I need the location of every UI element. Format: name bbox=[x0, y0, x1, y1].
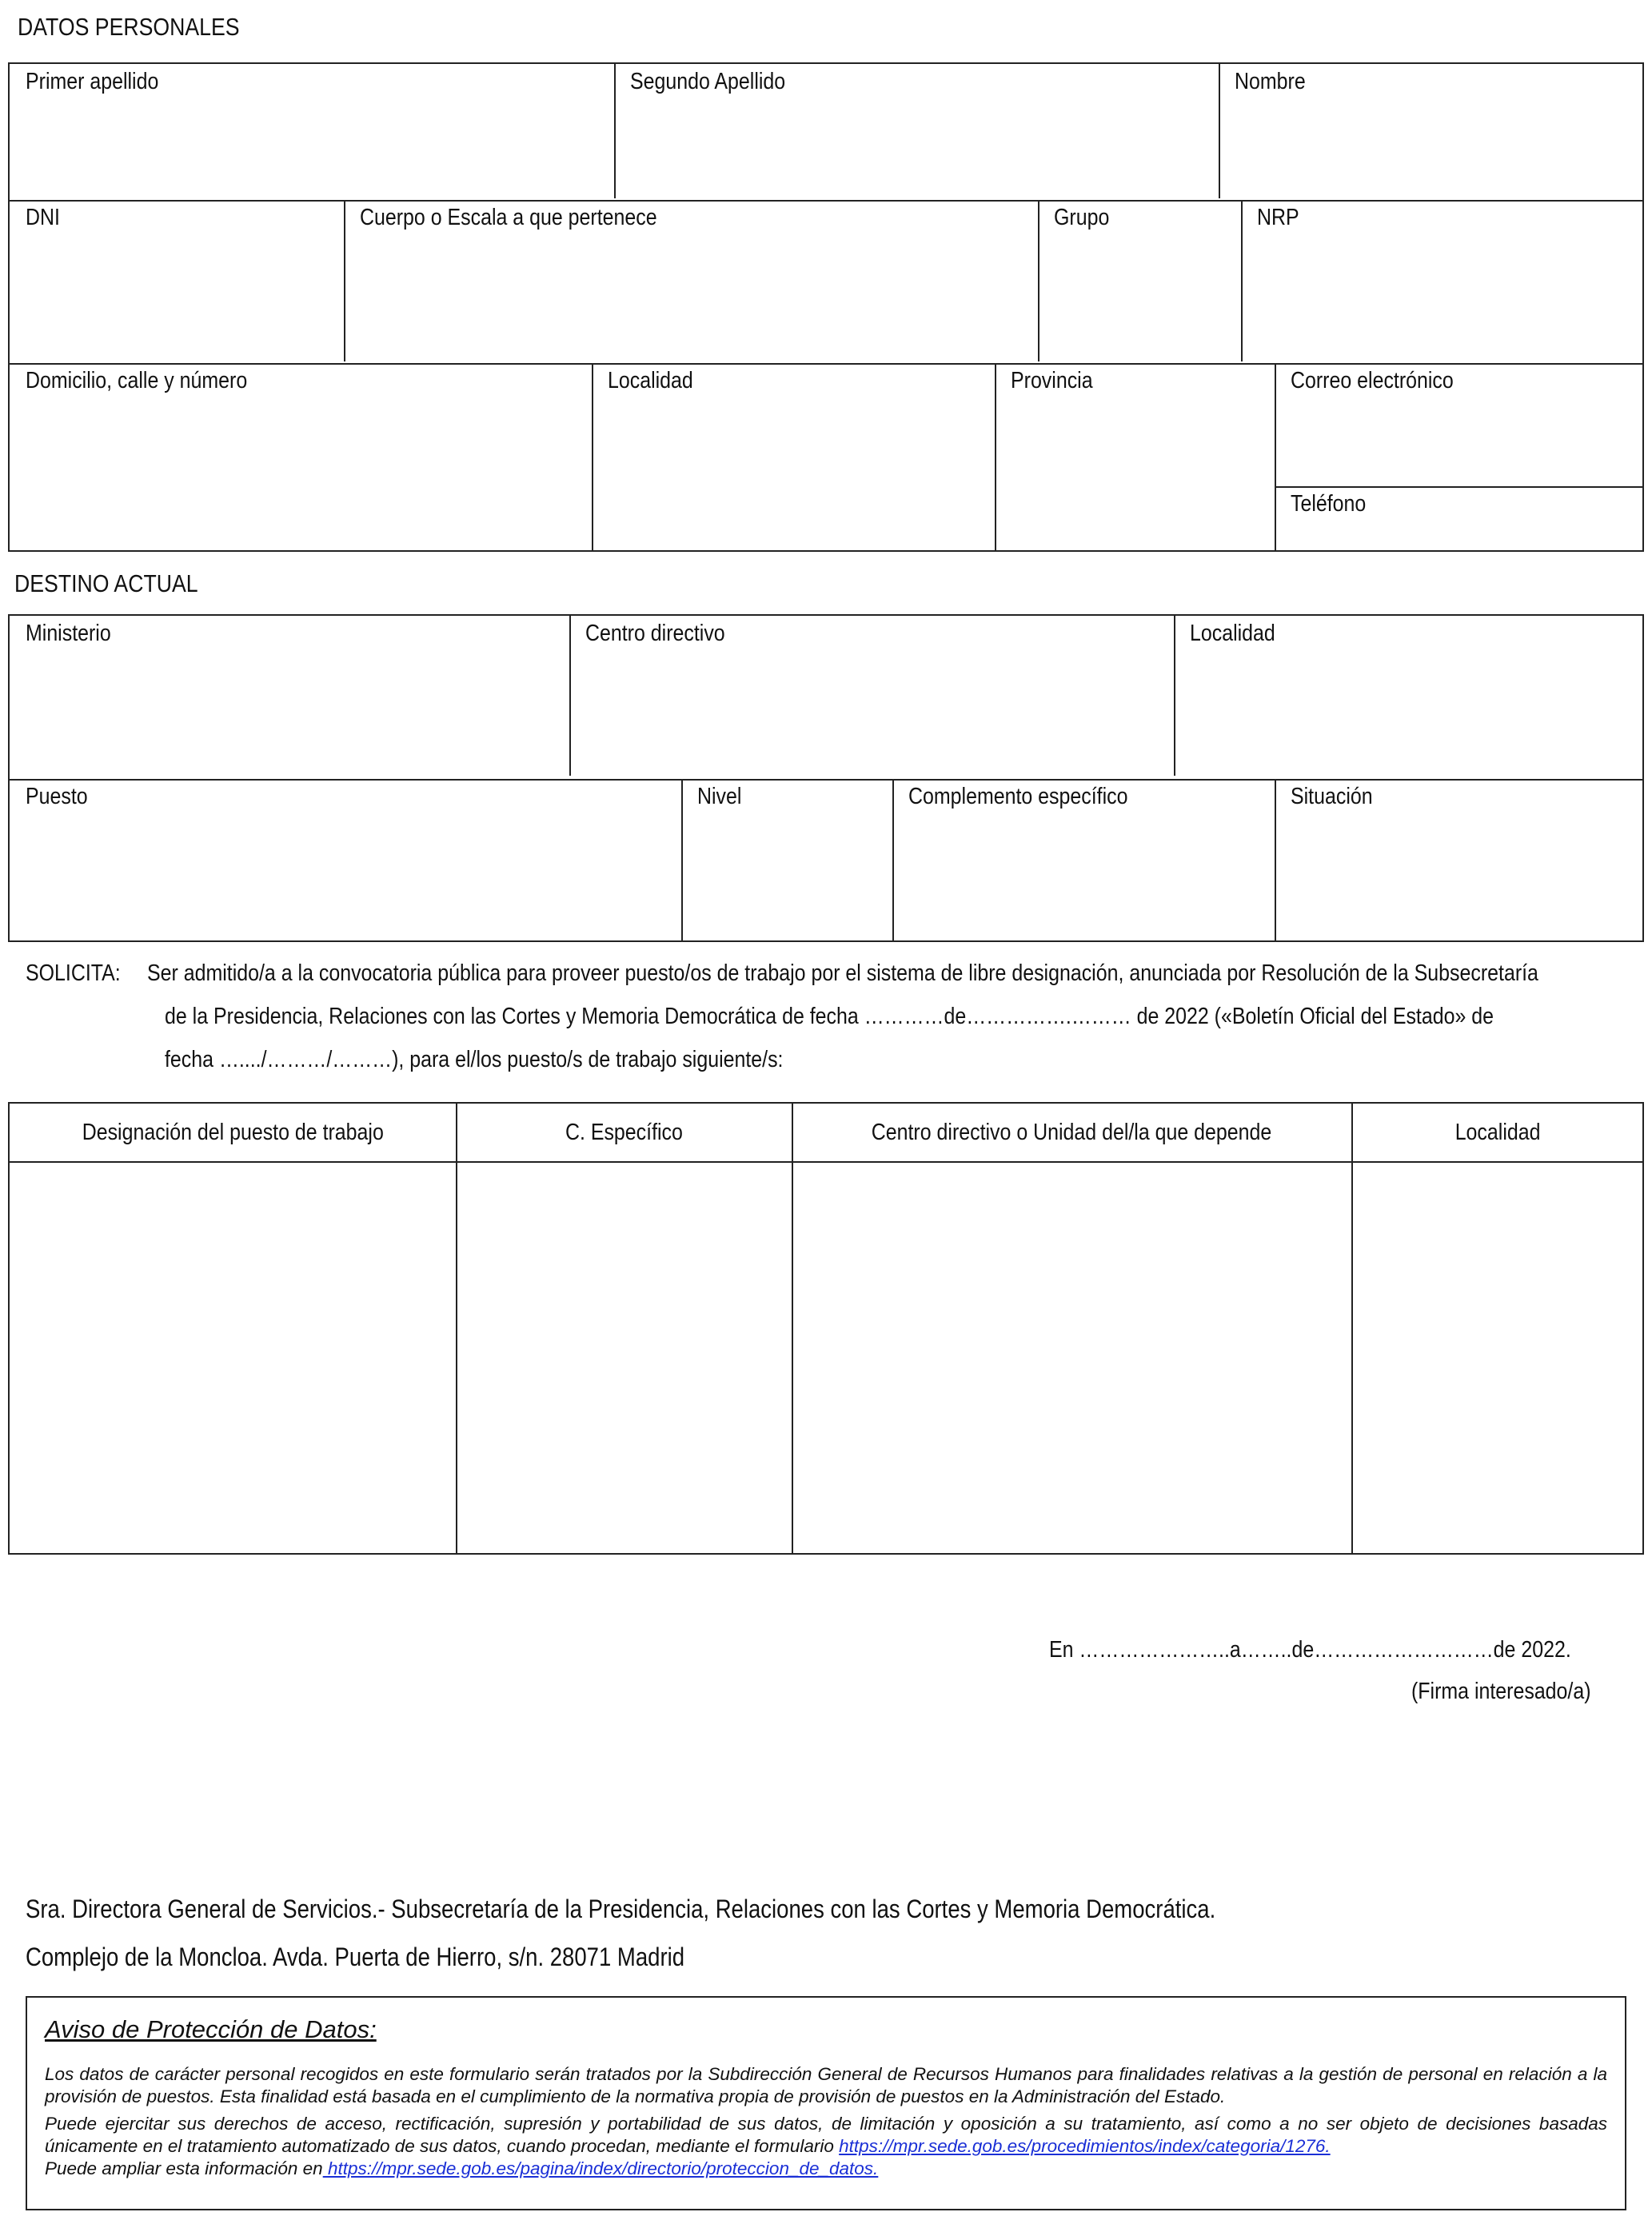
provincia-field[interactable]: Provincia bbox=[1011, 368, 1093, 393]
domicilio-field[interactable]: Domicilio, calle y número bbox=[26, 368, 248, 393]
centro-directivo-input[interactable] bbox=[792, 1161, 1351, 1555]
solicita-line-2: de la Presidencia, Relaciones con las Cortes y Memoria Democrática de fecha …………de…………….……… de 2022 («Boletín Oficial del Estado» de bbox=[165, 1004, 1494, 1029]
lugar-fecha: En …………………..a……..de………………………de 2022. bbox=[1049, 1637, 1571, 1663]
firma-interesado: (Firma interesado/a) bbox=[1411, 1679, 1591, 1704]
solicita-line-1: Ser admitido/a a la convocatoria pública para proveer puesto/os de trabajo por el sistema de libre designación, anunciada por Resolución de la Subsecretaría bbox=[147, 960, 1538, 986]
localidad-destino-field[interactable]: Localidad bbox=[1190, 621, 1275, 646]
datos-personales-title: DATOS PERSONALES bbox=[18, 13, 240, 41]
destinatario-line-2: Complejo de la Moncloa. Avda. Puerta de Hierro, s/n. 28071 Madrid bbox=[26, 1942, 685, 1971]
datos-personales-grid bbox=[8, 62, 1644, 552]
aviso-paragraph-3: Puede ampliar esta información en https://mpr.sede.gob.es/pagina/index/directorio/proteccion_de_datos. bbox=[45, 2158, 879, 2178]
designacion-input[interactable] bbox=[10, 1161, 456, 1555]
localidad-personal-field[interactable]: Localidad bbox=[608, 368, 693, 393]
telefono-field[interactable]: Teléfono bbox=[1291, 491, 1367, 517]
nrp-field[interactable]: NRP bbox=[1257, 205, 1299, 230]
complemento-field[interactable]: Complemento específico bbox=[908, 784, 1128, 809]
centro-directivo-field[interactable]: Centro directivo bbox=[585, 621, 725, 646]
segundo-apellido-field[interactable]: Segundo Apellido bbox=[630, 69, 786, 94]
proteccion-datos-link[interactable]: https://mpr.sede.gob.es/pagina/index/directorio/proteccion_de_datos. bbox=[322, 2158, 879, 2178]
c-especifico-input[interactable] bbox=[456, 1161, 792, 1555]
nombre-field[interactable]: Nombre bbox=[1235, 69, 1306, 94]
destinatario-line-1: Sra. Directora General de Servicios.- Subsecretaría de la Presidencia, Relaciones con las Cortes y Memoria Democrática. bbox=[26, 1895, 1216, 1923]
aviso-title: Aviso de Protección de Datos: bbox=[45, 2015, 377, 2043]
solicita-label: SOLICITA: bbox=[26, 960, 121, 986]
cuerpo-field[interactable]: Cuerpo o Escala a que pertenece bbox=[360, 205, 657, 230]
aviso-paragraph-2: Puede ejercitar sus derechos de acceso, rectificación, supresión y portabilidad de sus datos, de limitación y oposición a su tratamiento, así como a no ser objeto de decisiones basadas únicamente en el tratamiento automatizado de sus datos, cuando procedan, mediante el formulario https://mpr.sede.gob.es/procedimientos/index/categoria/1276. bbox=[45, 2114, 1607, 2156]
situacion-field[interactable]: Situación bbox=[1291, 784, 1373, 809]
dni-field[interactable]: DNI bbox=[26, 205, 60, 230]
puesto-field[interactable]: Puesto bbox=[26, 784, 88, 809]
header-centro-directivo: Centro directivo o Unidad del/la que depende bbox=[871, 1120, 1272, 1145]
localidad-input[interactable] bbox=[1351, 1161, 1644, 1555]
header-localidad: Localidad bbox=[1454, 1120, 1541, 1145]
grupo-field[interactable]: Grupo bbox=[1054, 205, 1110, 230]
ministerio-field[interactable]: Ministerio bbox=[26, 621, 111, 646]
destino-actual-grid bbox=[8, 614, 1644, 942]
nivel-field[interactable]: Nivel bbox=[697, 784, 742, 809]
formulario-link[interactable]: https://mpr.sede.gob.es/procedimientos/index/categoria/1276. bbox=[839, 2136, 1331, 2156]
primer-apellido-field[interactable]: Primer apellido bbox=[26, 69, 159, 94]
aviso-proteccion-datos bbox=[26, 1996, 1626, 2210]
aviso-paragraph-1: Los datos de carácter personal recogidos en este formulario serán tratados por la Subdirección General de Recursos Humanos para finalidades relativas a la gestión de personal en relación a la provisión de puestos. Esta finalidad está basada en el cumplimiento de la normativa propia de provisión de puestos en la Administración del Estado. bbox=[45, 2064, 1607, 2106]
header-c-especifico: C. Específico bbox=[565, 1120, 683, 1145]
puestos-table bbox=[8, 1102, 1644, 1555]
solicita-line-3: fecha …..../………/………), para el/los puesto/s de trabajo siguiente/s: bbox=[165, 1047, 784, 1072]
header-designacion: Designación del puesto de trabajo bbox=[82, 1120, 384, 1145]
correo-field[interactable]: Correo electrónico bbox=[1291, 368, 1454, 393]
destino-actual-title: DESTINO ACTUAL bbox=[14, 569, 198, 597]
